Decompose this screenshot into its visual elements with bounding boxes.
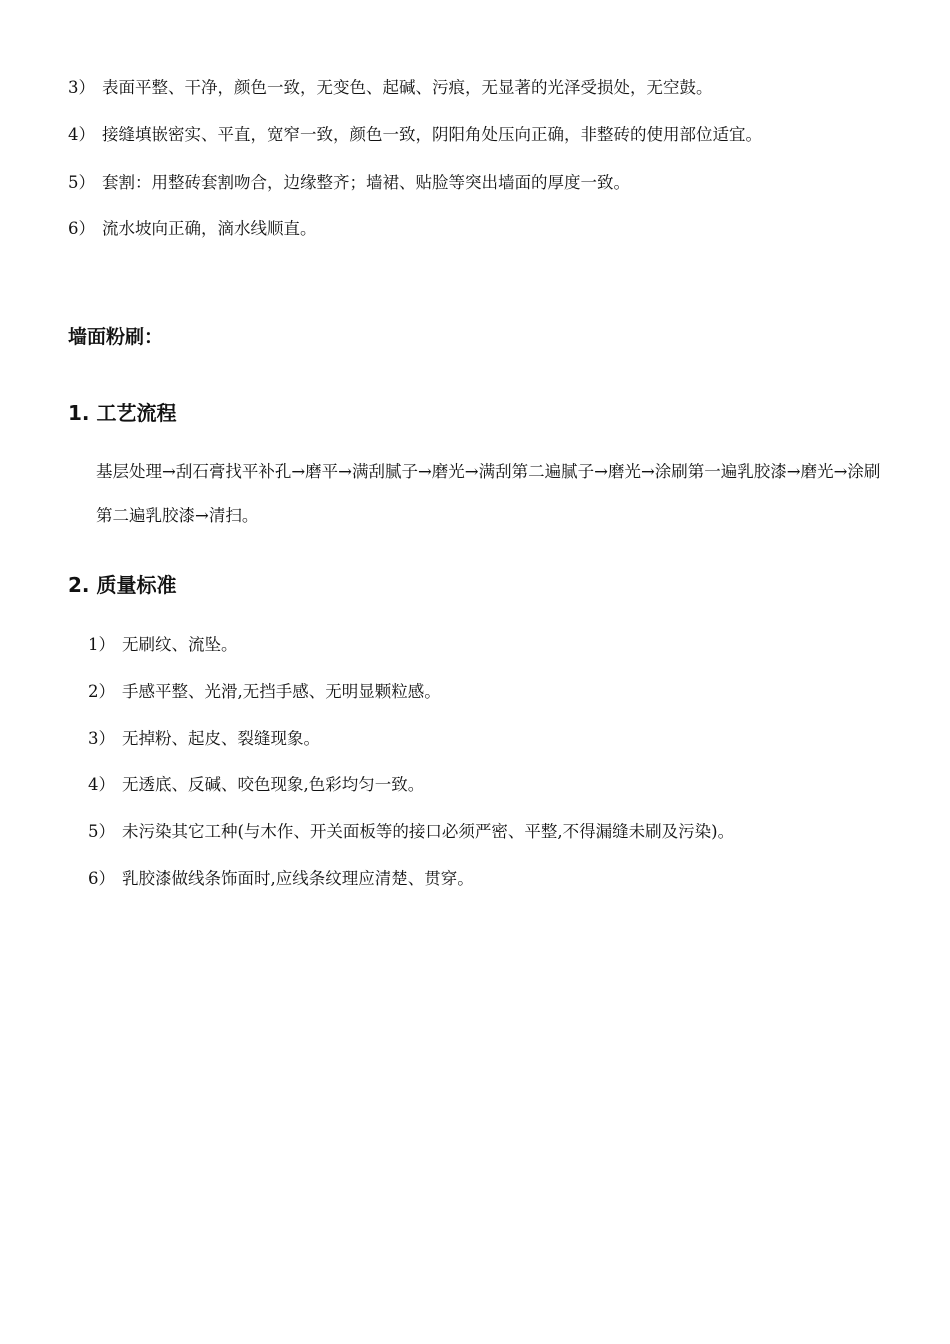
section-title: 墙面粉刷： xyxy=(68,326,164,348)
list-item-text: 套割：用整砖套割吻合，边缘整齐；墙裙、贴脸等突出墙面的厚度一致。 xyxy=(102,173,630,192)
list-item-number: 3） xyxy=(88,729,115,748)
list-item-number: 5） xyxy=(88,822,115,841)
list-item-text: 未污染其它工种(与木作、开关面板等的接口必须严密、平整,不得漏缝未刷及污染)。 xyxy=(122,822,735,841)
list-item xyxy=(68,171,630,195)
list-item-number: 1） xyxy=(88,635,115,654)
list-item xyxy=(68,76,713,100)
list-item-number: 6） xyxy=(88,869,115,888)
list-item-number: 3） xyxy=(68,78,95,97)
list-item xyxy=(88,867,474,891)
list-item-text: 流水坡向正确，滴水线顺直。 xyxy=(102,219,317,238)
list-item xyxy=(88,680,441,704)
list-item xyxy=(88,727,320,751)
list-item-text: 无刷纹、流坠。 xyxy=(122,635,238,654)
list-item-text: 手感平整、光滑,无挡手感、无明显颗粒感。 xyxy=(122,682,441,701)
list-item xyxy=(88,633,238,657)
list-item-text: 接缝填嵌密实、平直，宽窄一致，颜色一致，阴阳角处压向正确，非整砖的使用部位适宜。 xyxy=(102,125,762,144)
list-item-text: 表面平整、干净，颜色一致，无变色、起碱、污痕，无显著的光泽受损处，无空鼓。 xyxy=(102,78,713,97)
list-item xyxy=(88,773,424,797)
list-item-text: 乳胶漆做线条饰面时,应线条纹理应清楚、贯穿。 xyxy=(122,869,474,888)
list-item-number: 4） xyxy=(68,125,95,144)
list-item-number: 4） xyxy=(88,775,115,794)
list-item-text: 无透底、反碱、咬色现象,色彩均匀一致。 xyxy=(122,775,425,794)
list-item-number: 5） xyxy=(68,173,95,192)
quality-heading: 2. 质量标准 xyxy=(68,573,177,597)
list-item-text: 无掉粉、起皮、裂缝现象。 xyxy=(122,729,320,748)
process-text: 基层处理→刮石膏找平补孔→磨平→满刮腻子→磨光→满刮第二遍腻子→磨光→涂刷第一遍乳胶漆→磨光→涂刷第二遍乳胶漆→清扫。 xyxy=(96,462,881,525)
list-item xyxy=(68,217,317,241)
list-item xyxy=(68,123,762,147)
list-item-number: 2） xyxy=(88,682,115,701)
list-item xyxy=(88,820,734,844)
process-heading: 1. 工艺流程 xyxy=(68,401,177,425)
list-item-number: 6） xyxy=(68,219,95,238)
